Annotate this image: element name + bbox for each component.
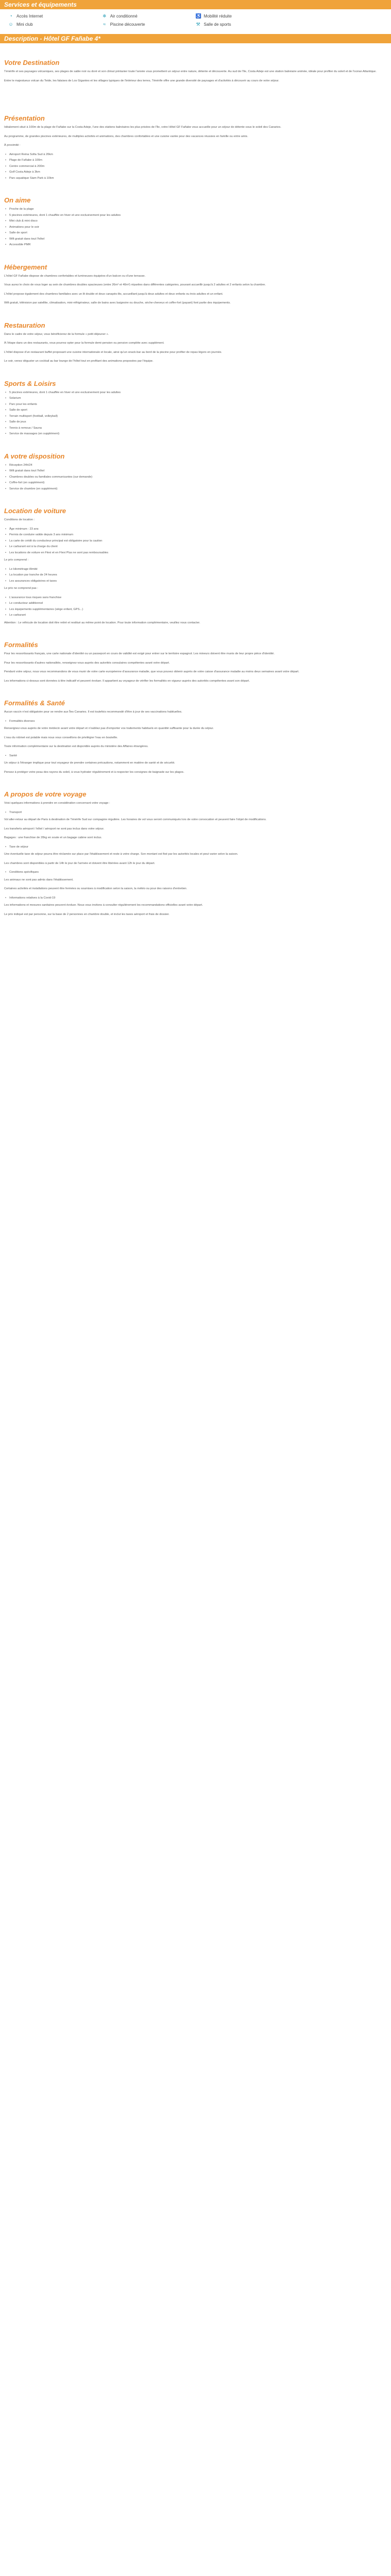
paragraph: Toute information complémentaire sur la destination est disponible auprès du ministère des Affaires étrangères. bbox=[4, 745, 149, 748]
paragraph: Vol aller-retour au départ de Paris à destination de Ténérife Sud sur compagnie régulière. Les horaires de vol vous seront communiqués lors de votre convocation et peuvent faire l'objet de modifications. bbox=[4, 818, 267, 821]
paragraph: Idéalement situé à 100m de la plage de Fañabe sur la Costa Adeje, l'une des stations balnéaires les plus prisées de l'île, votre Hôtel GF Fañabe vous accueille pour un séjour de détente sous le soleil des Canaries. bbox=[4, 126, 282, 129]
list-item: • Informations relatives à la Covid-19 bbox=[9, 896, 387, 901]
section-title-disposition: A votre disposition bbox=[4, 452, 65, 460]
list-item: • Wifi gratuit dans tout l'hôtel bbox=[9, 469, 387, 474]
service-label: Piscine découverte bbox=[110, 22, 145, 27]
list-item: • Les locations de voiture en Flexi et en Flexi Plus ne sont pas remboursables bbox=[9, 551, 387, 556]
paragraph: Wifi gratuit, télévision par satellite, climatisation, mini-réfrigérateur, salle de bains avec baignoire ou douche, sèche-cheveux et coffre-fort (payant) font partie des équipements. bbox=[4, 301, 231, 304]
nearby-list bbox=[4, 152, 387, 181]
propos-sublist-3 bbox=[4, 870, 387, 875]
section-title-sports: Sports & Loisirs bbox=[4, 379, 56, 387]
section-title-sante: Formalités & Santé bbox=[4, 699, 65, 707]
service-label: Accès Internet bbox=[17, 13, 43, 19]
paragraph: Les informations et mesures sanitaires peuvent évoluer. Nous vous invitons à consulter régulièrement les recommandations officielles avant votre départ. bbox=[4, 904, 203, 907]
child-icon: ☺ bbox=[8, 22, 13, 27]
sante-sublist-2 bbox=[4, 754, 387, 759]
paragraph: Pensez à protéger votre peau des rayons du soleil, à vous hydrater régulièrement et à respecter les consignes de baignade sur les plages. bbox=[4, 770, 185, 774]
propos-sublist-4 bbox=[4, 896, 387, 901]
presentation-content bbox=[0, 125, 391, 181]
formalites-content bbox=[0, 652, 391, 684]
paragraph: À proximité : bbox=[4, 144, 21, 147]
list-item: • Les équipements supplémentaires (siège enfant, GPS...) bbox=[9, 607, 387, 613]
service-internet bbox=[8, 13, 102, 19]
paragraph: Les informations ci-dessus sont données à titre indicatif et peuvent évoluer. Il appartient au voyageur de vérifier les formalités en vigueur auprès des autorités compétentes avant son départ. bbox=[4, 679, 250, 683]
list-item: • Conditions spécifiques bbox=[9, 870, 387, 875]
list-item: • Formalités diverses bbox=[9, 719, 387, 724]
service-mini-club bbox=[8, 22, 102, 27]
section-title-presentation: Présentation bbox=[4, 114, 45, 122]
service-placeholder bbox=[289, 13, 383, 19]
paragraph: Pendant votre séjour, nous vous recommandons de vous munir de votre carte européenne d'assurance maladie, que vous pouvez obtenir auprès de votre caisse d'assurance maladie au moins deux semaines avant votre départ. bbox=[4, 670, 300, 673]
restauration-content bbox=[0, 332, 391, 364]
list-item: • Mini club & mini disco bbox=[9, 219, 387, 224]
service-label: Salle de sports bbox=[204, 22, 231, 27]
paragraph: Pour les ressortissants d'autres nationalités, renseignez-vous auprès des autorités consulaires compétentes avant votre départ. bbox=[4, 661, 170, 665]
paragraph: Une éventuelle taxe de séjour pourra être réclamée sur place par l'établissement et reste à votre charge. Son montant est fixé par les autorités locales et peut varier selon la saison. bbox=[4, 853, 238, 856]
section-title-restauration: Restauration bbox=[4, 321, 45, 329]
sports-list bbox=[4, 391, 387, 437]
list-item: • Animations pour le soir bbox=[9, 225, 387, 230]
list-item: • Santé bbox=[9, 754, 387, 759]
section-title-location: Location de voiture bbox=[4, 507, 66, 515]
list-item: • Solarium bbox=[9, 396, 387, 401]
disposition-content bbox=[0, 463, 391, 492]
sante-content bbox=[0, 710, 391, 775]
snowflake-icon: ❄ bbox=[102, 13, 107, 19]
list-item: • Parc pour les enfants bbox=[9, 402, 387, 408]
page bbox=[0, 0, 391, 917]
section-title-hebergement: Hébergement bbox=[4, 263, 47, 271]
paragraph: L'hôtel propose également des chambres familiales avec un lit double et deux canapés-lits, accueillant jusqu'à deux adultes et deux enfants ou trois adultes et un enfant. bbox=[4, 292, 223, 296]
list-item: • 5 piscines extérieures, dont 1 chauffée en hiver et une exclusivement pour les adultes bbox=[9, 213, 387, 218]
paragraph: L'eau du robinet est potable mais nous vous conseillons de privilégier l'eau en bouteille. bbox=[4, 736, 118, 739]
services-header-bar: Services et équipements bbox=[0, 0, 391, 9]
list-item: • Le kilométrage illimité bbox=[9, 567, 387, 572]
paragraph: Les transferts aéroport / hôtel / aéroport ne sont pas inclus dans votre séjour. bbox=[4, 827, 104, 831]
subheading: Le prix comprend : bbox=[4, 558, 29, 562]
sante-sublist bbox=[4, 719, 387, 724]
service-reduced-mobility bbox=[196, 13, 289, 19]
paragraph: Le soir, venez déguster un cocktail au bar lounge de l'hôtel tout en profitant des animations proposées par l'équipe. bbox=[4, 360, 154, 363]
paragraph: Certaines activités et installations peuvent être fermées ou soumises à modification selon la saison, la météo ou pour des raisons d'entretien. bbox=[4, 887, 187, 890]
sports-content bbox=[0, 391, 391, 437]
paragraph: À l'étape dans un des restaurants, vous pourrez opter pour la formule demi-pension ou pension complète avec supplément. bbox=[4, 342, 165, 345]
list-item: • Réception 24h/24 bbox=[9, 463, 387, 468]
paragraph: Les chambres sont disponibles à partir de 14h le jour de l'arrivée et doivent être libérées avant 12h le jour du départ. bbox=[4, 861, 155, 865]
list-item: • Golf Costa Adeje à 3km bbox=[9, 170, 387, 175]
section-title-destination: Votre Destination bbox=[4, 59, 60, 66]
service-gym bbox=[196, 22, 289, 27]
service-pool bbox=[102, 22, 196, 27]
list-item: • Accessible PMR bbox=[9, 243, 387, 248]
pool-icon: ≈ bbox=[103, 22, 106, 27]
list-item: • Service de massages (en supplément) bbox=[9, 432, 387, 437]
propos-sublist bbox=[4, 810, 387, 816]
service-label: Mobilité réduite bbox=[204, 13, 232, 19]
list-item: • Centre commercial à 200m bbox=[9, 164, 387, 170]
paragraph: Le prix indiqué est par personne, sur la base de 2 personnes en chambre double, et inclut les taxes aéroport et frais de dossier. bbox=[4, 912, 170, 916]
rental-conditions-list bbox=[4, 527, 387, 556]
paragraph: Un séjour à l'étranger implique pour tout voyageur de prendre certaines précautions, notamment en matière de santé et de sécurité. bbox=[4, 761, 175, 765]
paragraph: Pour les ressortissants français, une carte nationale d'identité ou un passeport en cours de validité est exigé pour entrer sur le territoire espagnol. Les mineurs doivent être munis de leur propre pièce d'identité. bbox=[4, 652, 275, 655]
section-title-formalites: Formalités bbox=[4, 641, 38, 649]
description-header-bar: Description - Hôtel GF Fañabe 4* bbox=[0, 34, 391, 43]
list-item: • L'assurance tous risques sans franchise bbox=[9, 596, 387, 601]
paragraph: Les animaux ne sont pas admis dans l'établissement. bbox=[4, 878, 74, 882]
paragraph: Aucun vaccin n'est obligatoire pour se rendre aux Îles Canaries. Il est toutefois recommandé d'être à jour de ses vaccinations habituelles. bbox=[4, 710, 183, 714]
list-item: • Salle de sport bbox=[9, 408, 387, 413]
list-item: • Service de chambre (en supplément) bbox=[9, 487, 387, 492]
list-item: • La location par tranche de 24 heures bbox=[9, 573, 387, 578]
list-item: • Wifi gratuit dans tout l'hôtel bbox=[9, 237, 387, 242]
paragraph: Voici quelques informations à prendre en considération concernant votre voyage : bbox=[4, 802, 110, 805]
propos-sublist-2 bbox=[4, 845, 387, 850]
subheading: Conditions de location : bbox=[4, 518, 35, 521]
list-item: • Âge minimum : 23 ans bbox=[9, 527, 387, 532]
amenities-list bbox=[4, 463, 387, 492]
rental-included-list bbox=[4, 567, 387, 584]
paragraph: Vous aurez le choix de vous loger au sein de chambres doubles spacieuses (entre 26m² et 40m²) réparties dans différentes catégories, pouvant accueillir jusqu'à 2 adultes et 2 enfants selon la chambre. bbox=[4, 283, 266, 286]
section-title-propos: A propos de votre voyage bbox=[4, 790, 87, 798]
service-label: Air conditionné bbox=[110, 13, 138, 19]
list-item: • Permis de conduire valide depuis 3 ans minimum bbox=[9, 533, 387, 538]
subheading: Le prix ne comprend pas : bbox=[4, 587, 38, 590]
paragraph: Entre le majestueux volcan du Teide, les falaises de Los Gigantes et les villages typiques de l'intérieur des terres, Ténérife offre une grande diversité de paysages et d'activités à découvrir au cours de votre séjour. bbox=[4, 79, 280, 82]
paragraph: Bagages : une franchise de 20kg en soute et un bagage cabine sont inclus. bbox=[4, 836, 102, 839]
list-item: • Coffre-fort (en supplément) bbox=[9, 481, 387, 486]
on-aime-content bbox=[0, 207, 391, 248]
list-item: • Aéroport Reina Sofia Sud à 20km bbox=[9, 152, 387, 158]
list-item: • Taxe de séjour bbox=[9, 845, 387, 850]
list-item: • Transport bbox=[9, 810, 387, 816]
destination-content bbox=[0, 70, 391, 83]
list-item: • Le carburant est à la charge du client bbox=[9, 545, 387, 550]
list-item: • Salle de jeux bbox=[9, 420, 387, 425]
list-item: • Proche de la plage bbox=[9, 207, 387, 212]
service-air-conditioning bbox=[102, 13, 196, 19]
paragraph: Dans le cadre de votre séjour, vous bénéficierez de la formule « petit déjeuner ». bbox=[4, 332, 109, 336]
list-item: • Parc aquatique Siam Park à 10km bbox=[9, 176, 387, 181]
wifi-icon: ◔ bbox=[9, 13, 12, 19]
service-label: Mini club bbox=[17, 22, 33, 27]
list-item: • Salle de sport bbox=[9, 231, 387, 236]
paragraph: Attention : Le véhicule de location doit être retiré et restitué au même point de location. Pour toute information complémentaire, veuillez nous contacter. bbox=[4, 621, 201, 624]
list-item: • La carte de crédit du conducteur principal est obligatoire pour la caution bbox=[9, 539, 387, 544]
list-item: • Tennis à remous / Sauna bbox=[9, 426, 387, 431]
dumbbell-icon: ⚒ bbox=[196, 22, 201, 27]
section-title-on-aime: On aime bbox=[4, 196, 31, 204]
propos-content bbox=[0, 801, 391, 917]
list-item: • Le conducteur additionnel bbox=[9, 601, 387, 606]
highlights-list bbox=[4, 207, 387, 248]
services-grid bbox=[0, 9, 391, 29]
list-item: • Chambres doubles ou familiales communicantes (sur demande) bbox=[9, 475, 387, 480]
list-item: • Plage de Fañabe à 100m bbox=[9, 158, 387, 163]
paragraph: Renseignez-vous auprès de votre médecin avant votre départ et n'oubliez pas d'emporter vos traitements habituels en quantité suffisante pour la durée du séjour. bbox=[4, 727, 214, 730]
paragraph: L'hôtel dispose d'un restaurant buffet proposant une cuisine internationale et locale, ainsi qu'un snack-bar au bord de la piscine pour profiter de repas légers en journée. bbox=[4, 350, 222, 354]
paragraph: L'hôtel GF Fañabe dispose de chambres confortables et lumineuses équipées d'un balcon ou d'une terrasse. bbox=[4, 274, 145, 278]
paragraph: Ténérife et ses paysages volcaniques, ses plages de sable noir ou doré et son climat printanier toute l'année vous promettent un séjour entre nature, détente et découverte. Au sud de l'île, Costa Adeje est une station balnéaire animée, idéale pour profiter du soleil et de l'océan Atlantique. bbox=[4, 70, 377, 73]
location-content bbox=[0, 518, 391, 625]
list-item: • Terrain multisport (football, volleyball) bbox=[9, 414, 387, 419]
list-item: • Les assurances obligatoires et taxes bbox=[9, 579, 387, 584]
wheelchair-icon: ♿ bbox=[196, 13, 202, 19]
list-item: • 5 piscines extérieures, dont 1 chauffée en hiver et une exclusivement pour les adultes bbox=[9, 391, 387, 396]
paragraph: Au programme, de grandes piscines extérieures, de multiples activités et animations, des chambres confortables et une cuisine variée pour des vacances réussies en famille ou entre amis. bbox=[4, 134, 248, 138]
hebergement-content bbox=[0, 274, 391, 306]
rental-excluded-list bbox=[4, 596, 387, 618]
list-item: • Le carburant bbox=[9, 613, 387, 618]
